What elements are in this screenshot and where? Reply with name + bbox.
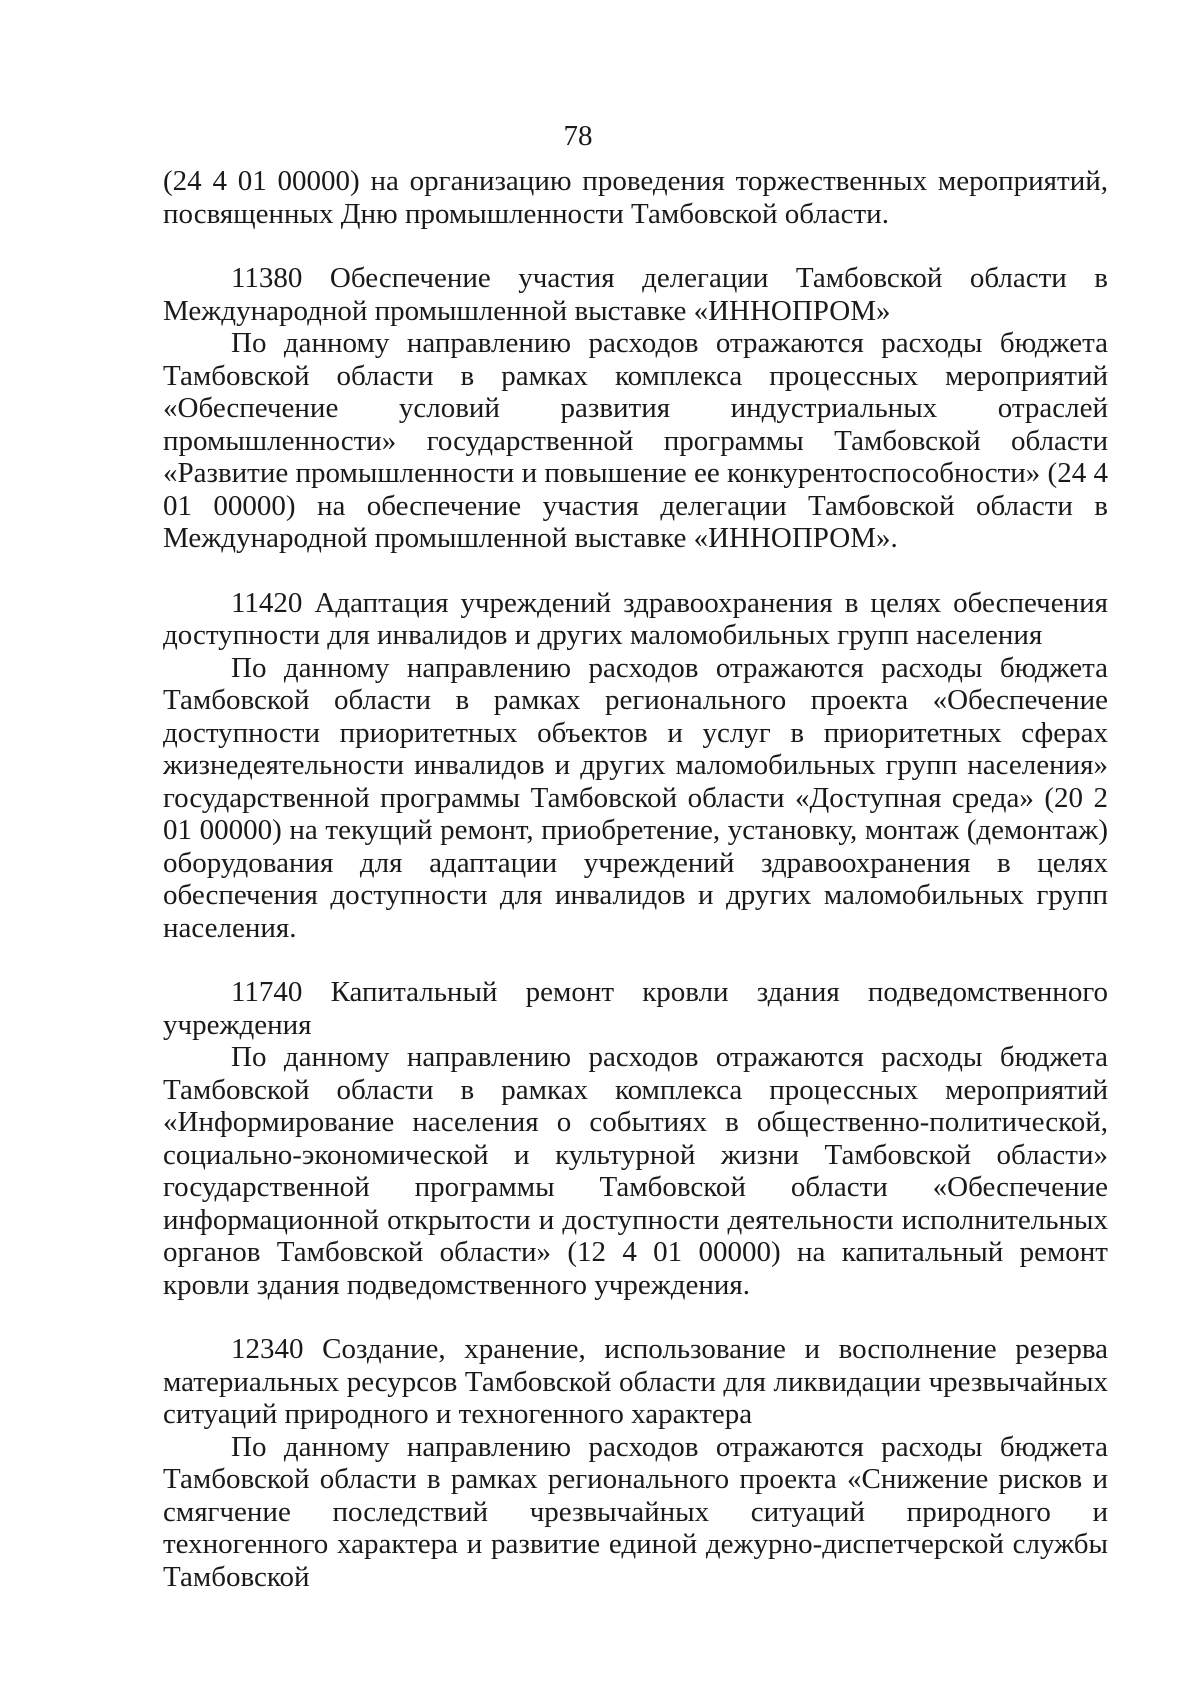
section-body-12340: По данному направлению расходов отражаются расходы бюджета Тамбовской области в рамках регионального проекта «Снижение рисков и смягчение последствий чрезвычайных ситуаций природного и техногенного характера и развитие единой дежурно-диспетчерской службы Тамбовской [163,1430,1108,1593]
document-body [163,165,1108,1593]
section-body-11420: По данному направлению расходов отражаются расходы бюджета Тамбовской области в рамках регионального проекта «Обеспечение доступности приоритетных объектов и услуг в приоритетных сферах жизнедеятельности инвалидов и других маломобильных групп населения» государственной программы Тамбовской области «Доступная среда» (20 2 01 00000) на текущий ремонт, приобретение, установку, монтаж (демонтаж) оборудования для адаптации учреждений здравоохранения в целях обеспечения доступности для инвалидов и других маломобильных групп населения. [163,651,1108,944]
section-heading-12340: 12340 Создание, хранение, использование и восполнение резерва материальных ресурсов Тамбовской области для ликвидации чрезвычайных ситуаций природного и техногенного характера [163,1333,1108,1430]
page-number: 78 [563,120,593,152]
paragraph-continuation: (24 4 01 00000) на организацию проведения торжественных мероприятий, посвященных Дню промышленности Тамбовской области. [163,165,1108,230]
section-heading-11420: 11420 Адаптация учреждений здравоохранения в целях обеспечения доступности для инвалидов и других маломобильных групп населения [163,586,1108,651]
section-heading-11740: 11740 Капитальный ремонт кровли здания подведомственного учреждения [163,976,1108,1041]
section-heading-11380: 11380 Обеспечение участия делегации Тамбовской области в Международной промышленной выставке «ИННОПРОМ» [163,262,1108,327]
section-body-11740: По данному направлению расходов отражаются расходы бюджета Тамбовской области в рамках комплекса процессных мероприятий «Информирование населения о событиях в общественно-политической, социально-экономической и культурной жизни Тамбовской области» государственной программы Тамбовской области «Обеспечение информационной открытости и доступности деятельности исполнительных органов Тамбовской области» (12 4 01 00000) на капитальный ремонт кровли здания подведомственного учреждения. [163,1041,1108,1301]
section-body-11380: По данному направлению расходов отражаются расходы бюджета Тамбовской области в рамках комплекса процессных мероприятий «Обеспечение условий развития индустриальных отраслей промышленности» государственной программы Тамбовской области «Развитие промышленности и повышение ее конкурентоспособности» (24 4 01 00000) на обеспечение участия делегации Тамбовской области в Международной промышленной выставке «ИННОПРОМ». [163,327,1108,554]
